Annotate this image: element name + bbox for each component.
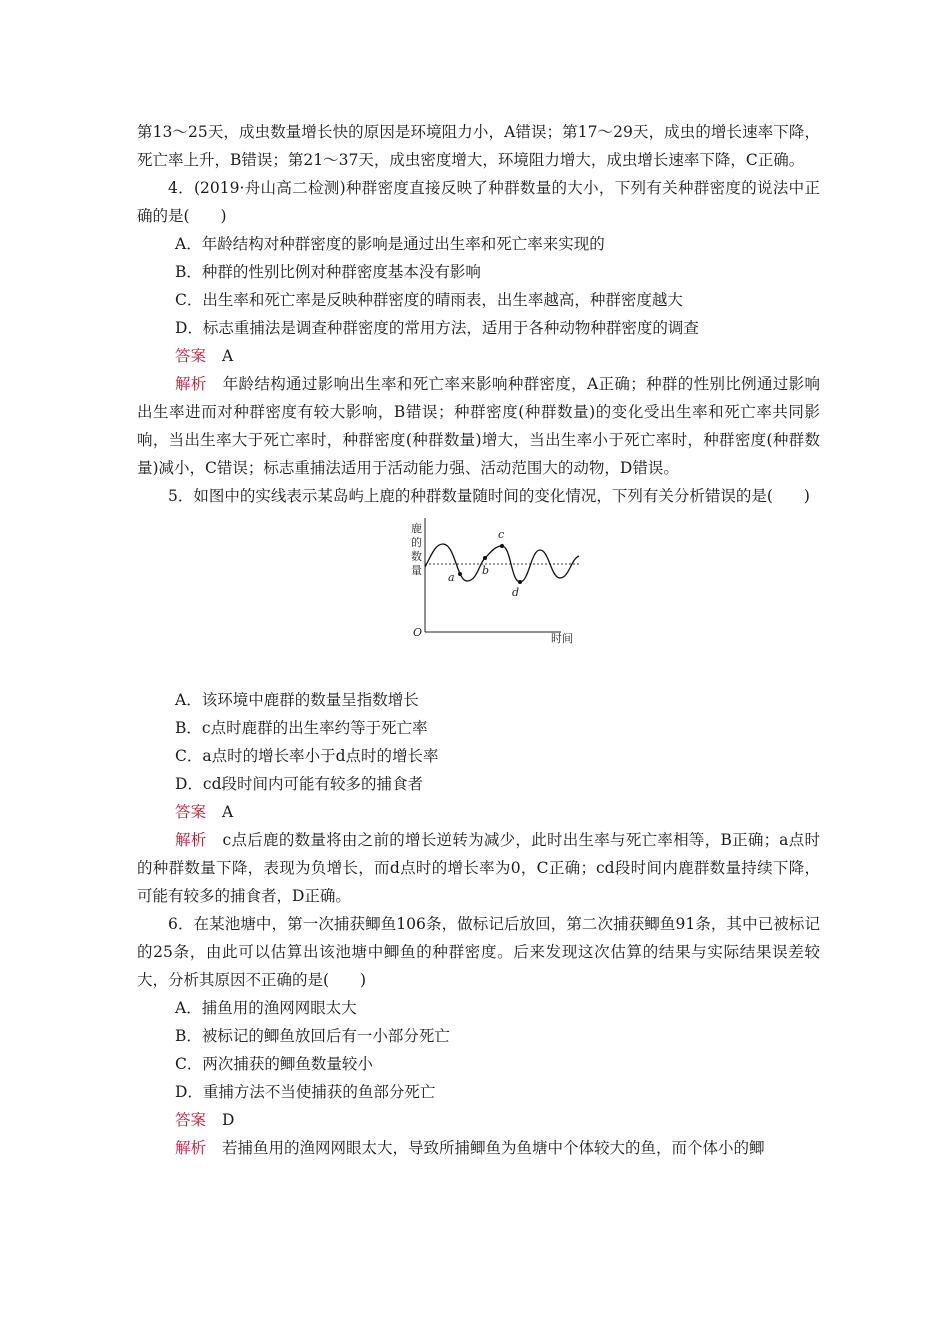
ylabel-char-4: 量	[411, 564, 422, 577]
population-graph	[403, 516, 583, 676]
q5-answer-label: 答案	[175, 803, 207, 821]
q6-analysis: 若捕鱼用的渔网网眼太大，导致所捕鲫鱼为鱼塘中个体较大的鱼，而个体小的鲫	[222, 1139, 765, 1157]
point-d-label: d	[512, 586, 520, 599]
ylabel-char-3: 数	[411, 550, 422, 563]
q6-answer-label: 答案	[175, 1111, 207, 1129]
q4-stem: 4．(2019·舟山高二检测)种群密度直接反映了种群数量的大小，下列有关种群密度的说法中正确的是( )	[137, 179, 820, 225]
q4-option-b: B．种群的性别比例对种群密度基本没有影响	[175, 263, 481, 281]
q5-option-d: D．cd段时间内可能有较多的捕食者	[175, 775, 424, 793]
q6-option-b: B．被标记的鲫鱼放回后有一小部分死亡	[175, 1027, 450, 1045]
q4-answer: A	[222, 347, 234, 365]
q6-answer: D	[222, 1111, 235, 1129]
q5-analysis: c点后鹿的数量将由之前的增长逆转为减少，此时出生率与死亡率相等，B正确；a点时的种群数量下降，表现为负增长，而d点时的增长率为0，C正确；cd段时间内鹿群数量持续下降，可能有较多的捕食者，D正确。	[137, 831, 820, 905]
intro-paragraph: 第13～25天，成虫数量增长快的原因是环境阻力小，A错误；第17～29天，成虫的增长速率下降，死亡率上升，B错误；第21～37天，成虫密度增大，环境阻力增大，成虫增长速率下降，C正确。	[137, 123, 820, 169]
q4-answer-line	[137, 342, 820, 370]
q6-option-a: A．捕鱼用的渔网网眼太大	[175, 999, 357, 1017]
origin-label: O	[413, 626, 423, 639]
point-a-marker	[458, 572, 462, 576]
q4-option-c: C．出生率和死亡率是反映种群密度的晴雨表，出生率越高，种群密度越大	[175, 291, 683, 309]
point-a-label: a	[448, 571, 455, 584]
q5-option-b: B．c点时鹿群的出生率约等于死亡率	[175, 719, 428, 737]
point-c-label: c	[498, 528, 505, 541]
q6-stem: 6．在某池塘中，第一次捕获鲫鱼106条，做标记后放回，第二次捕获鲫鱼91条，其中已被标记的25条，由此可以估算出该池塘中鲫鱼的种群密度。后来发现这次估算的结果与实际结果误差较大，分析其原因不正确的是( )	[137, 915, 820, 989]
q4-analysis-label: 解析	[175, 375, 207, 393]
q5-answer: A	[222, 803, 234, 821]
ylabel-char-1: 鹿	[411, 522, 422, 535]
q5-analysis-label: 解析	[175, 831, 207, 849]
ylabel-char-2: 的	[411, 536, 422, 549]
q4-analysis: 年龄结构通过影响出生率和死亡率来影响种群密度，A正确；种群的性别比例通过影响出生率进而对种群密度有较大影响，B错误；种群密度(种群数量)的变化受出生率和死亡率共同影响，当出生率大于死亡率时，种群密度(种群数量)增大，当出生率小于死亡率时，种群密度(种群数量)减小，C错误；标志重捕法适用于活动能力强、活动范围大的动物，D错误。	[137, 375, 820, 477]
q4-answer-label: 答案	[175, 347, 207, 365]
point-c-marker	[500, 544, 504, 548]
q4-analysis-paragraph	[137, 370, 820, 482]
q5-answer-line	[137, 798, 820, 826]
q6-analysis-label: 解析	[175, 1139, 207, 1157]
point-d-marker	[518, 580, 522, 584]
q5-analysis-paragraph	[137, 826, 820, 910]
q4-option-d: D．标志重捕法是调查种群密度的常用方法，适用于各种动物种群密度的调查	[175, 319, 699, 337]
point-b-label: b	[482, 564, 490, 577]
q6-answer-line	[137, 1106, 820, 1134]
deer-population-figure	[137, 516, 820, 676]
point-b-marker	[483, 556, 487, 560]
q5-stem: 5．如图中的实线表示某岛屿上鹿的种群数量随时间的变化情况，下列有关分析错误的是( )	[168, 487, 810, 505]
xlabel: 时间	[551, 632, 573, 645]
q5-option-c: C．a点时的增长率小于d点时的增长率	[175, 747, 439, 765]
q6-analysis-paragraph	[137, 1134, 820, 1162]
q6-option-c: C．两次捕获的鲫鱼数量较小	[175, 1055, 373, 1073]
document-page	[137, 118, 820, 1162]
q6-option-d: D．重捕方法不当使捕获的鱼部分死亡	[175, 1083, 436, 1101]
q4-option-a: A．年龄结构对种群密度的影响是通过出生率和死亡率来实现的	[175, 235, 605, 253]
q5-option-a: A．该环境中鹿群的数量呈指数增长	[175, 691, 419, 709]
